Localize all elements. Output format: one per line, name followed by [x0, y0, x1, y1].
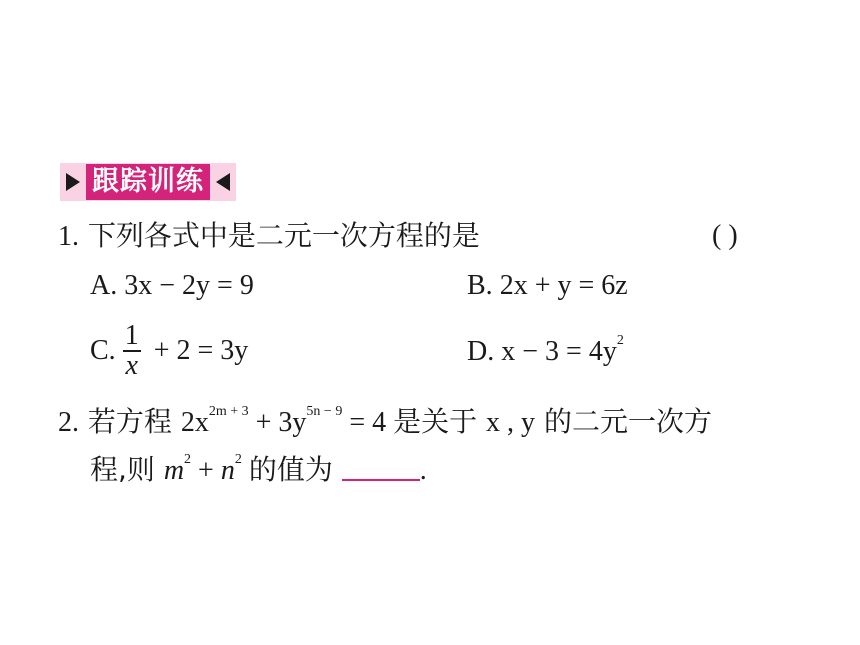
triangle-left-icon: [216, 173, 230, 191]
term-2: + 3y: [255, 407, 307, 438]
variables: x , y: [486, 407, 536, 438]
option-expression: 2x + y = 6z: [499, 270, 628, 301]
question-number: 1.: [58, 221, 79, 252]
equation: [180, 404, 393, 438]
option-a: [90, 268, 254, 304]
fraction: [123, 322, 141, 380]
term-1: 2x: [180, 407, 209, 438]
triangle-right-icon: [66, 173, 80, 191]
option-expression: x − 3 = 4y: [501, 336, 617, 367]
option-label: D.: [467, 336, 495, 367]
term-3: = 4: [349, 407, 387, 438]
period: .: [419, 455, 427, 486]
answer-blank[interactable]: [342, 453, 420, 481]
question-text: 若方程: [87, 405, 172, 438]
question-text: 程,则: [90, 453, 155, 486]
fraction-denominator: x: [125, 350, 138, 381]
question-2-continued: [90, 452, 427, 489]
section-title: 跟踪训练: [86, 164, 210, 200]
option-label: B.: [467, 270, 493, 301]
question-text-tail: 的二元一次方: [543, 405, 712, 438]
exponent-1: 2m + 3: [208, 404, 249, 419]
var-m: m: [163, 455, 185, 486]
exponent: 2: [616, 333, 624, 348]
answer-bracket: ( ): [712, 220, 738, 251]
option-label: A.: [90, 270, 118, 301]
plus-sign: +: [198, 455, 214, 486]
option-expression: 3x − 2y = 9: [124, 270, 254, 301]
fraction-numerator: 1: [124, 320, 139, 351]
question-number: 2.: [58, 407, 79, 438]
exponent-2: 5n − 9: [306, 404, 343, 419]
expression: [163, 452, 249, 486]
option-expression: + 2 = 3y: [153, 335, 249, 366]
question-2: [58, 404, 712, 441]
exponent-m: 2: [184, 452, 192, 467]
exponent-n: 2: [234, 452, 242, 467]
option-c: [90, 322, 248, 380]
question-text-mid: 是关于: [393, 405, 478, 438]
question-text: 下列各式中是二元一次方程的是: [87, 219, 480, 252]
question-1: [58, 218, 480, 255]
section-header: [60, 163, 236, 201]
question-text-end: 的值为: [248, 453, 333, 486]
var-n: n: [220, 455, 235, 486]
option-label: C.: [90, 335, 116, 366]
option-b: [467, 268, 628, 304]
option-d: [467, 334, 624, 370]
